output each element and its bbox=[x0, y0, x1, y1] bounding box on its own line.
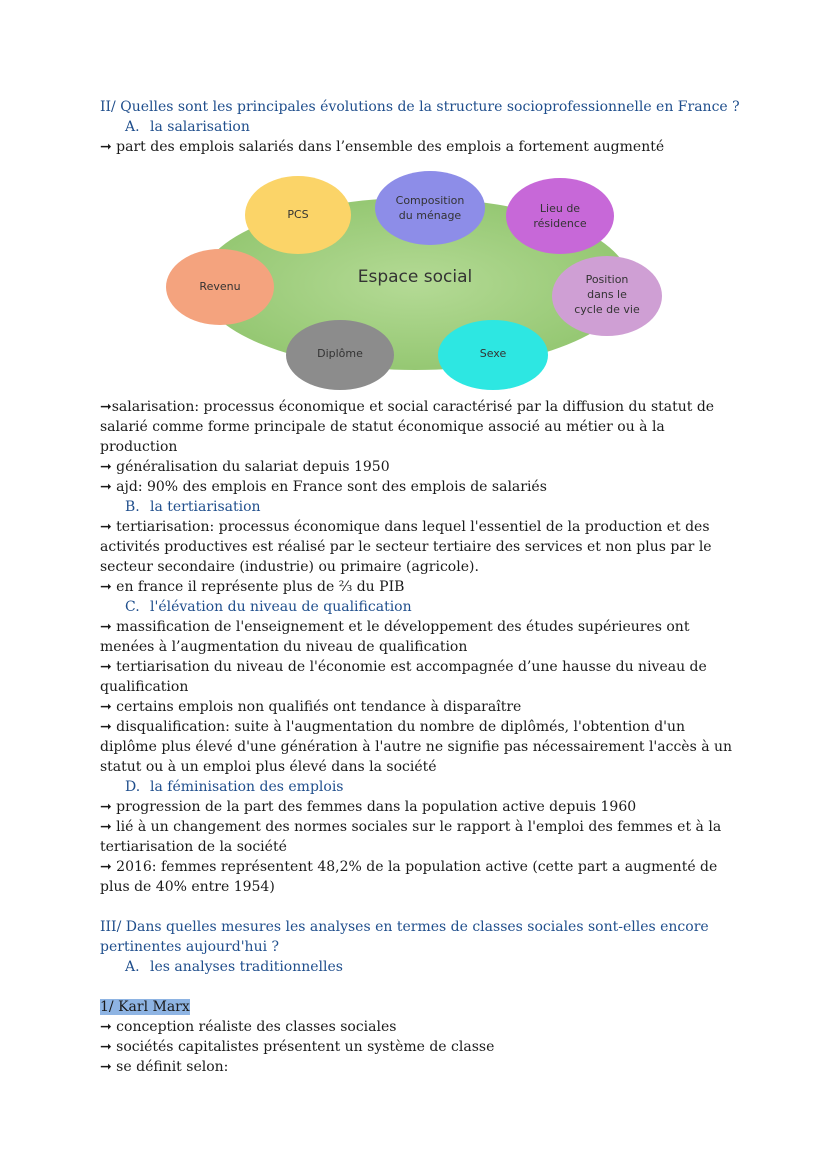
paragraph-line: ➞salarisation: processus économique et social caractérisé par la diffusion du statut de salarié comme forme principale de statut économique associé au métier ou à la production bbox=[100, 399, 715, 455]
pcs-label: PCS bbox=[287, 208, 309, 221]
spacer bbox=[100, 897, 740, 917]
paragraph-line: ➞ lié à un changement des normes sociales sur le rapport à l'emploi des femmes et à la tertiarisation de la société bbox=[100, 819, 722, 855]
section-3-heading: III/ Dans quelles mesures les analyses en termes de classes sociales sont-elles encore pertinentes aujourd'hui ? bbox=[100, 919, 709, 955]
diplome-label: Diplôme bbox=[317, 347, 363, 360]
composition-label: Composition du ménage bbox=[395, 194, 465, 222]
paragraph-line: ➞ ajd: 90% des emplois en France sont des emplois de salariés bbox=[100, 479, 547, 495]
paragraph-line: ➞ sociétés capitalistes présentent un système de classe bbox=[100, 1039, 495, 1055]
revenu-label: Revenu bbox=[199, 280, 241, 293]
subsection-letter: A. bbox=[125, 959, 140, 975]
subsection-title: la salarisation bbox=[150, 119, 250, 135]
marx-heading: 1/ Karl Marx bbox=[100, 999, 190, 1015]
paragraph-line: ➞ se définit selon: bbox=[100, 1059, 229, 1075]
document-page bbox=[100, 97, 740, 1077]
subsection-b-heading bbox=[100, 497, 740, 517]
center-label: Espace social bbox=[357, 267, 473, 287]
paragraph-line: ➞ tertiarisation: processus économique dans lequel l'essentiel de la production et des activités productives est réalisé par le secteur tertiaire des services et non plus par le secteur secondaire (industrie) ou primaire (agricole). bbox=[100, 519, 712, 575]
subsection-3a-heading bbox=[100, 957, 740, 977]
paragraph-line: ➞ massification de l'enseignement et le développement des études supérieures ont menées à l’augmentation du niveau de qualification bbox=[100, 619, 690, 655]
subsection-letter: A. bbox=[125, 119, 140, 135]
subsection-title: l'élévation du niveau de qualification bbox=[150, 599, 412, 615]
position-label: Position dans le cycle de vie bbox=[574, 273, 640, 316]
paragraph-line: ➞ certains emplois non qualifiés ont tendance à disparaître bbox=[100, 699, 522, 715]
spacer bbox=[100, 977, 740, 997]
sexe-label: Sexe bbox=[479, 347, 507, 360]
subsection-letter: C. bbox=[125, 599, 140, 615]
social-space-diagram bbox=[165, 166, 665, 390]
marx-heading-row bbox=[100, 997, 740, 1017]
paragraph-line: ➞ progression de la part des femmes dans la population active depuis 1960 bbox=[100, 799, 637, 815]
subsection-d-heading bbox=[100, 777, 740, 797]
subsection-title: les analyses traditionnelles bbox=[150, 959, 343, 975]
paragraph-line: ➞ conception réaliste des classes sociales bbox=[100, 1019, 397, 1035]
subsection-letter: D. bbox=[125, 779, 141, 795]
subsection-title: la féminisation des emplois bbox=[150, 779, 344, 795]
paragraph-line: ➞ disqualification: suite à l'augmentation du nombre de diplômés, l'obtention d'un diplôme plus élevé d'une génération à l'autre ne signifie pas nécessairement l'accès à un statut ou à un emploi plus élevé dans la société bbox=[100, 719, 733, 775]
section-2-heading: II/ Quelles sont les principales évolutions de la structure socioprofessionnelle en France ? bbox=[100, 99, 740, 115]
lieu-label: Lieu de résidence bbox=[533, 202, 587, 230]
paragraph-line: ➞ généralisation du salariat depuis 1950 bbox=[100, 459, 390, 475]
subsection-title: la tertiarisation bbox=[150, 499, 261, 515]
paragraph-line: ➞ en france il représente plus de ⅔ du PIB bbox=[100, 579, 405, 595]
subsection-a-heading bbox=[100, 117, 740, 137]
subsection-letter: B. bbox=[125, 499, 140, 515]
paragraph-line: ➞ tertiarisation du niveau de l'économie est accompagnée d’une hausse du niveau de qualification bbox=[100, 659, 707, 695]
paragraph-line: ➞ part des emplois salariés dans l’ensemble des emplois a fortement augmenté bbox=[100, 139, 665, 155]
paragraph-line: ➞ 2016: femmes représentent 48,2% de la population active (cette part a augmenté de plus de 40% entre 1954) bbox=[100, 859, 718, 895]
subsection-c-heading bbox=[100, 597, 740, 617]
